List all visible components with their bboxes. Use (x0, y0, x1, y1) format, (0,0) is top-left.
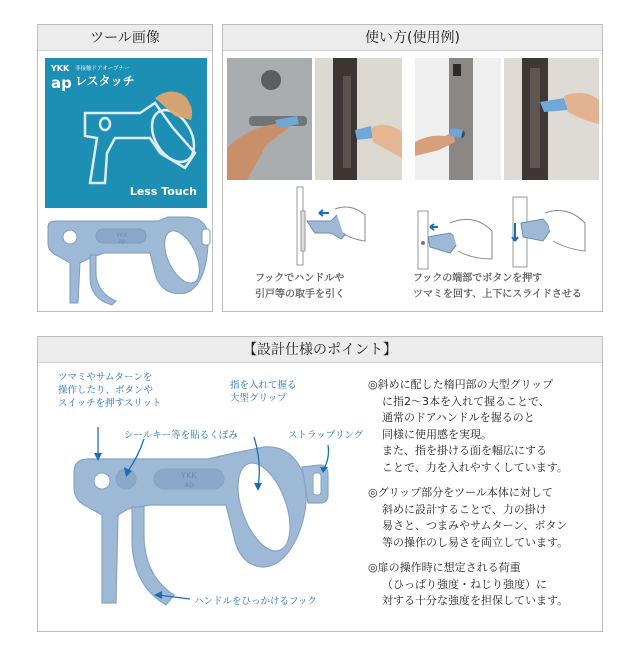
design-points-panel (37, 336, 603, 632)
design-note-strength-line: 対する十分な強度を担保しています。 (382, 594, 569, 607)
usage-diagram-turn (507, 193, 587, 273)
tool-image-header: ツール画像 (38, 25, 212, 51)
design-note-grip (368, 377, 600, 476)
usage-header: 使い方(使用例) (223, 25, 602, 51)
callout-grip (230, 379, 297, 405)
design-note-strength (368, 560, 600, 610)
design-note-angle-heading: ◎グリップ部分をツール本体に対して (368, 486, 553, 499)
callout-slit (58, 371, 161, 410)
brand-ap-text: ap (51, 74, 72, 92)
diagram-emboss-top: YKK (181, 471, 197, 480)
tool-image-panel (37, 24, 213, 312)
usage-caption-right-line2: ツマミを回す、上下にスライドさせる (413, 289, 582, 300)
usage-panel (222, 24, 603, 312)
design-note-grip-line: 同様に使用感を実現。 (382, 427, 492, 441)
design-note-angle-line: 斜めに設計することで、力の掛け (382, 502, 547, 516)
arrow-strap (324, 445, 329, 469)
design-note-angle (368, 485, 600, 551)
brand-logo (51, 64, 69, 73)
usage-photo-lever-illustration (227, 58, 312, 180)
callout-strap: ストラップリング (288, 430, 364, 441)
callout-hook: ハンドルをひっかけるフック (194, 596, 317, 607)
callout-slit-line3: スイッチを押すスリット (58, 398, 162, 409)
tool-emboss-bottom: ap (118, 238, 126, 245)
usage-caption-right (413, 271, 582, 303)
usage-photo-pull-handle (315, 58, 402, 180)
design-note-grip-line: 通常のドアハンドルを握るのと (382, 411, 535, 424)
usage-diagram-pull (285, 185, 367, 267)
usage-diagram-push (416, 197, 494, 273)
tool-emboss-top: YKK (116, 232, 128, 239)
design-note-angle-line: 等の操作のし易さを両立しています。 (382, 535, 569, 549)
callout-slit-line1: ツマミやサムターンを (58, 372, 153, 383)
package-subtitle: 非接触ドアオープナー (75, 66, 130, 72)
package-product-name: レスタッチ (75, 74, 135, 88)
usage-photo-thumbturn-illustration (504, 58, 599, 180)
design-note-angle-line: 易さと、つまみやサムターン、ボタン (382, 519, 568, 532)
package-english-name: Less Touch (129, 185, 197, 198)
tool-diagram (58, 417, 338, 617)
design-note-grip-heading: ◎斜めに配した楕円部の大型グリップ (368, 378, 554, 391)
design-points-header: 【設計仕様のポイント】 (38, 337, 602, 363)
usage-caption-left-line1: フックでハンドルや (255, 273, 345, 284)
design-note-strength-heading: ◎扉の操作時に想定される荷重 (368, 561, 521, 574)
brand-ykk-text: YKK (51, 64, 70, 73)
design-note-grip-line: ことで、力を入れやすくしています。 (382, 460, 568, 474)
design-notes (368, 377, 600, 619)
callout-recess: シールキー等を貼るくぼみ (124, 430, 238, 441)
usage-photo-lever-handle (227, 58, 312, 180)
diagram-emboss-bottom: ap (184, 480, 194, 489)
callout-slit-line2: 操作したり、ボタンや (58, 385, 154, 396)
callout-grip-line1: 指を入れて握る (230, 380, 297, 391)
usage-caption-left-line2: 引戸等の取手を引く (255, 289, 345, 300)
callout-grip-line2: 大型グリップ (230, 393, 287, 404)
design-note-grip-line: に指2～3本を入れて握ることで、 (382, 394, 550, 408)
package-image (45, 58, 207, 208)
usage-photo-thumbturn (504, 58, 599, 180)
usage-photo-button (415, 58, 501, 180)
usage-caption-right-line1: フックの端部でボタンを押す (413, 273, 543, 284)
design-note-strength-line: （ひっぱり強度・ねじり強度）に (382, 577, 547, 591)
design-note-grip-line: また、指を掛ける面を幅広にする (382, 444, 547, 457)
usage-photo-pull-illustration (315, 58, 402, 180)
tool-product-image (46, 215, 211, 307)
usage-photo-button-illustration (415, 58, 501, 180)
usage-caption-left (255, 271, 345, 303)
